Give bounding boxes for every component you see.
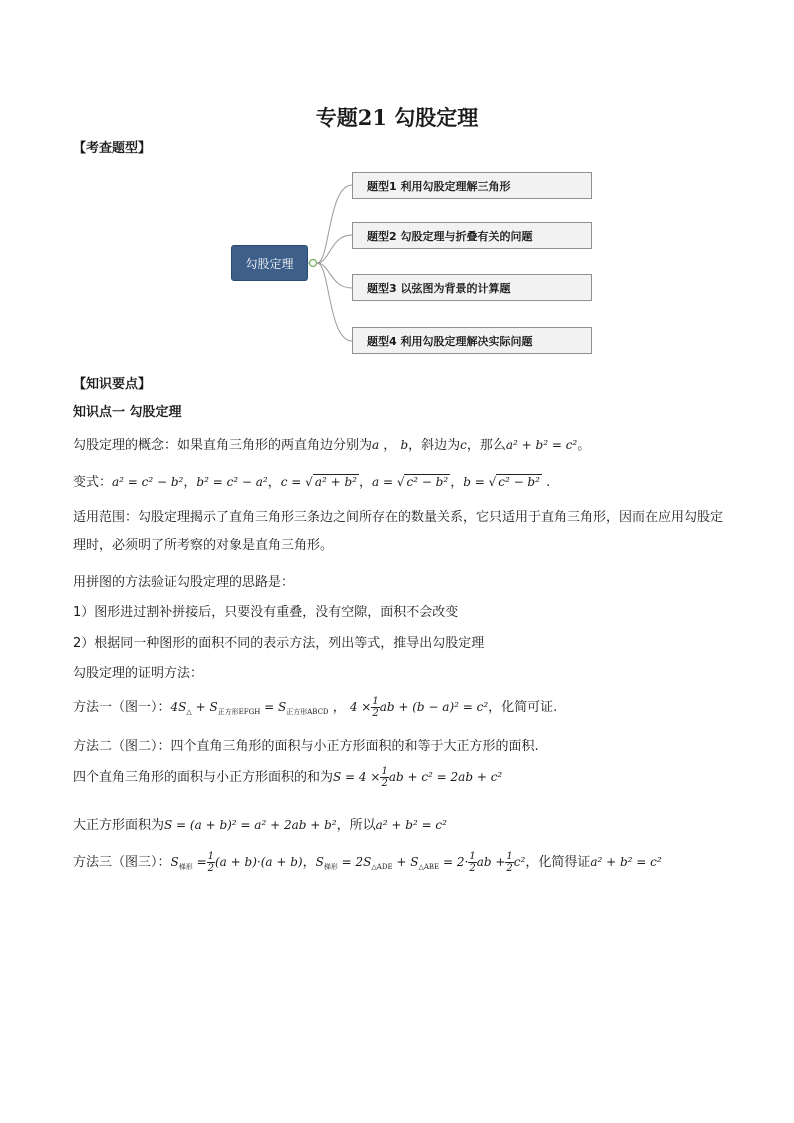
proof-intro: 勾股定理的证明方法： [73, 666, 204, 681]
mindmap-node-2: 题型2 勾股定理与折叠有关的问题 [352, 222, 592, 249]
page-title: 专题21 勾股定理 [315, 105, 479, 130]
big-square-line: 大正方形面积为S = (a + b)² = a² + 2ab + b²，所以a² + b² = c² [73, 818, 447, 833]
variant-line: 变式：a² = c² − b²，b² = c² − a²，c = √ a² + b² ，a = √ c² − b² ，b = √ c² − b² . [73, 475, 551, 490]
mindmap-node-1: 题型1 利用勾股定理解三角形 [352, 172, 592, 199]
tiling-intro: 用拼图的方法验证勾股定理的思路是： [73, 575, 295, 590]
mindmap-node-4: 题型4 利用勾股定理解决实际问题 [352, 327, 592, 354]
section-knowledge: 【知识要点】 [73, 377, 152, 392]
tiling-point-2: 2）根据同一种图形的面积不同的表示方法，列出等式，推导出勾股定理 [73, 636, 485, 651]
method3-line: 方法三（图三）：$S_{梯形}$ = $\frac{1}{2}$ (a + b)·(a + b)，$S_{梯形} = 2S_{\triangle ADE} + S_{\triangle ABE} = 2\cdot$ $\frac{1}{2}$ ab + $\frac{1}{2}$ c²，化简得证a² + b² = c² [73, 851, 662, 874]
scope-paragraph: 适用范围：勾股定理揭示了直角三角形三条边之间所存在的数量关系，它只适用于直角三角形，因而在应用勾股定理时，必须明了所考察的对象是直角三角形。 [73, 510, 724, 553]
mindmap-root: 勾股定理 [231, 245, 308, 281]
knowledge-point-title: 知识点一 勾股定理 [73, 405, 182, 420]
method2-line: 方法二（图二）：四个直角三角形的面积与小正方形面积的和等于大正方形的面积. [73, 739, 539, 754]
method1-line: 方法一（图一）：$4S_\triangle + S_{正方形EFGH} = S_{正方形ABCD}$ ， 4 × $\frac{1}{2}$ ab + (b − a)² = c²，化简可证. [73, 696, 558, 719]
method2-sum-line: 四个直角三角形的面积与小正方形面积的和为S = 4 × $\frac{1}{2}$ ab + c² = 2ab + c² [73, 766, 503, 789]
mindmap-node-3: 题型3 以弦图为背景的计算题 [352, 274, 592, 301]
tiling-point-1: 1）图形进过割补拼接后，只要没有重叠，没有空隙，面积不会改变 [73, 605, 459, 620]
section-exam-types: 【考查题型】 [73, 141, 152, 156]
concept-line: 勾股定理的概念：如果直角三角形的两直角边分别为a ， b，斜边为c，那么a² + b² = c²。 [73, 438, 591, 453]
